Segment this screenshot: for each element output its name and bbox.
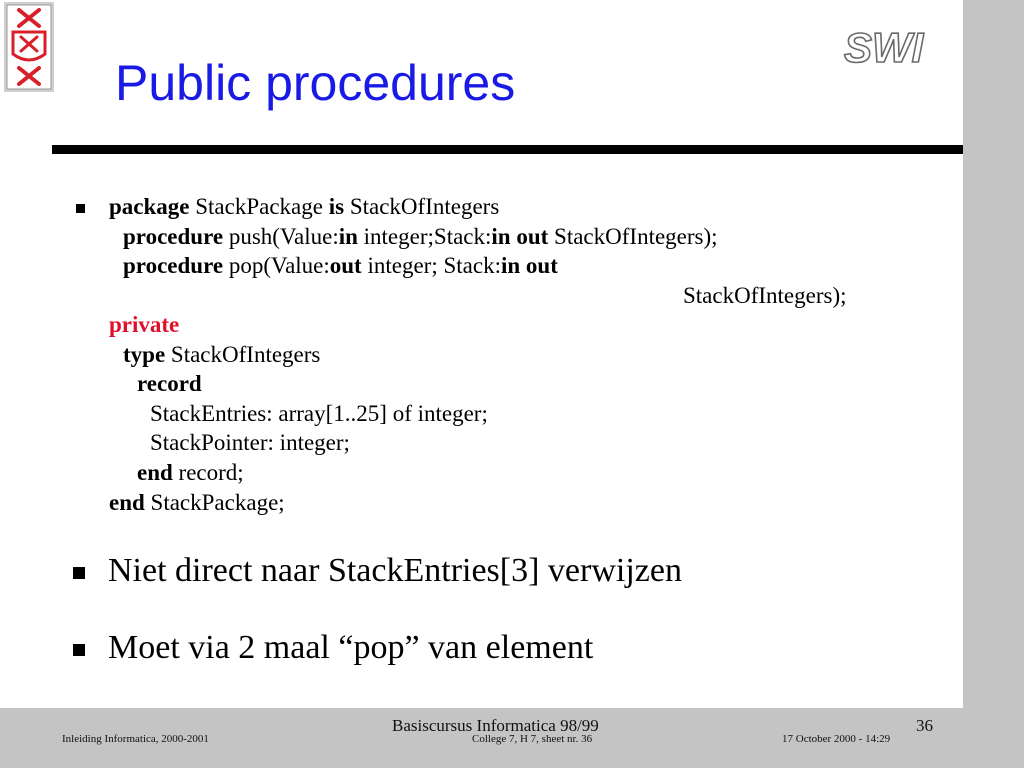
code-text: StackEntries: array[1..25] of integer; [150,401,488,426]
code-text: record; [172,460,244,485]
title-divider [52,145,963,154]
bullet-marker [76,204,85,213]
keyword: out [329,253,362,278]
footer-sheet-number: College 7, H 7, sheet nr. 36 [472,733,593,745]
university-crest-logo [4,2,54,92]
code-line-5 [109,310,179,339]
keyword: is [328,194,345,219]
code-text: StackPackage [189,194,329,219]
keyword: package [109,194,190,219]
keyword: in out [491,224,549,249]
keyword: procedure [123,253,224,278]
right-margin-strip [963,0,1024,708]
code-line-2 [123,222,718,251]
code-text: pop(Value: [223,253,330,278]
code-line-6 [123,340,320,369]
code-text: StackOfIntegers [344,194,500,219]
keyword: in out [500,253,558,278]
code-text: StackOfIntegers [165,342,321,367]
keyword: record [137,371,202,396]
code-text: StackPackage; [144,490,285,515]
code-text: push(Value: [223,224,339,249]
keyword: procedure [123,224,224,249]
bullet-marker [73,567,85,579]
code-line-1 [109,192,499,221]
code-text: StackOfIntegers); [683,283,847,308]
keyword-private: private [109,312,180,337]
bullet-marker [73,644,85,656]
code-line-7 [137,369,202,398]
keyword: type [123,342,166,367]
code-line-8 [150,399,488,428]
page-title: Public procedures [115,55,516,111]
footer-date: 17 October 2000 - 14:29 [782,733,891,745]
code-line-11 [109,488,285,517]
swi-logo [842,22,946,72]
footer-course-title: Basiscursus Informatica 98/99 [392,716,599,735]
code-line-4 [683,281,847,310]
code-text: StackPointer: integer; [150,430,350,455]
code-line-3 [123,251,558,280]
bullet-item-pop: Moet via 2 maal “pop” van element [108,629,594,666]
code-line-10 [137,458,244,487]
code-text: integer;Stack: [357,224,492,249]
code-line-9 [150,428,350,457]
swi-logo-text: SWI [844,24,924,71]
keyword: in [338,224,358,249]
footer-page-number: 36 [916,716,933,735]
code-text: integer; Stack: [361,253,501,278]
keyword: end [137,460,173,485]
keyword: end [109,490,145,515]
bullet-item-stackentries: Niet direct naar StackEntries[3] verwijzen [108,552,682,589]
footer-left-text: Inleiding Informatica, 2000-2001 [62,733,209,745]
code-text: StackOfIntegers); [548,224,718,249]
